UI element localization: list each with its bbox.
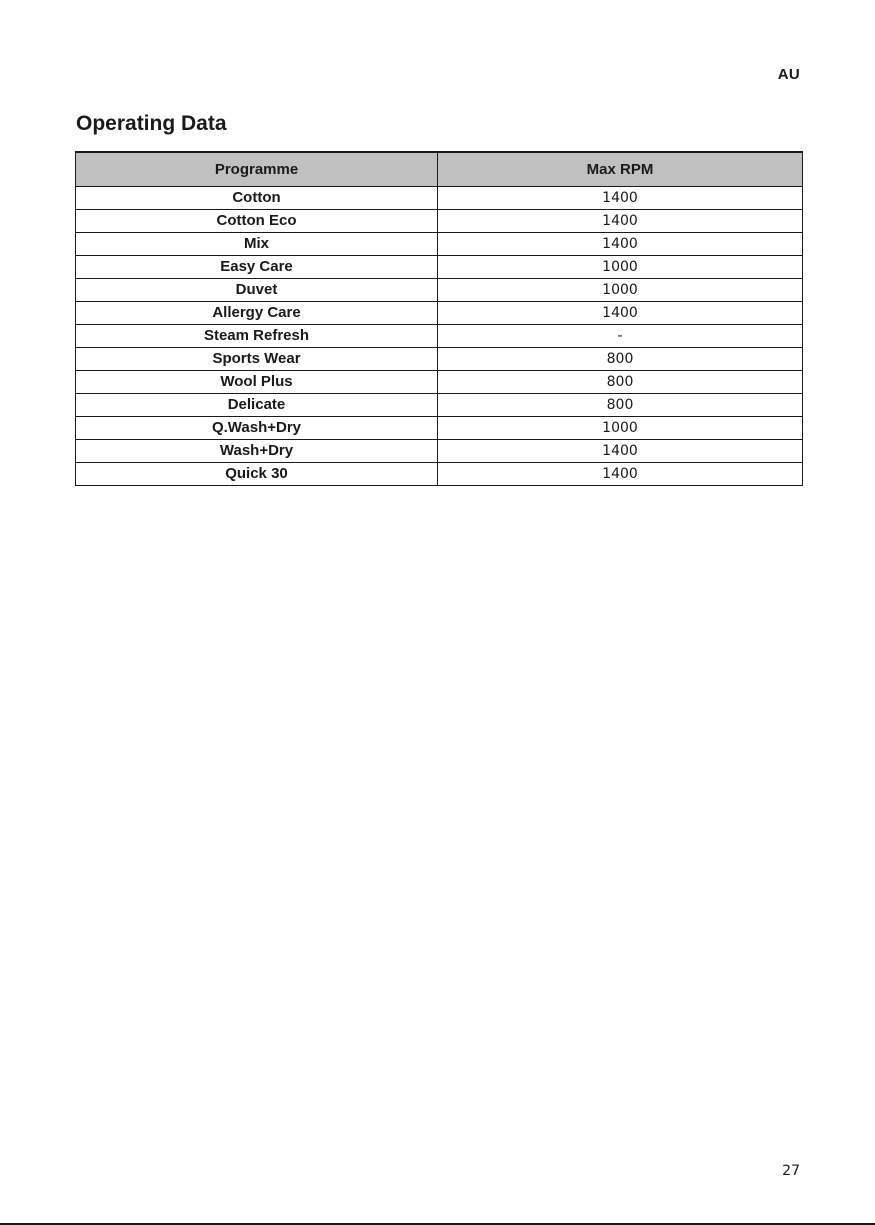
table-header-row bbox=[76, 152, 803, 187]
programme-cell: Wash+Dry bbox=[76, 440, 438, 463]
column-header-programme: Programme bbox=[76, 152, 438, 187]
programme-cell: Quick 30 bbox=[76, 463, 438, 486]
table-row bbox=[76, 440, 803, 463]
table-row bbox=[76, 325, 803, 348]
table-row bbox=[76, 302, 803, 325]
table-row bbox=[76, 417, 803, 440]
programme-cell: Easy Care bbox=[76, 256, 438, 279]
max-rpm-cell: 1400 bbox=[438, 302, 803, 325]
max-rpm-cell: 1000 bbox=[438, 256, 803, 279]
programme-cell: Cotton bbox=[76, 187, 438, 210]
programme-cell: Mix bbox=[76, 233, 438, 256]
max-rpm-cell: 800 bbox=[438, 371, 803, 394]
page-number: 27 bbox=[782, 1163, 800, 1179]
max-rpm-cell: 1400 bbox=[438, 187, 803, 210]
max-rpm-cell: 1400 bbox=[438, 233, 803, 256]
max-rpm-cell: 1400 bbox=[438, 463, 803, 486]
operating-data-table bbox=[75, 151, 803, 486]
page-title: Operating Data bbox=[76, 112, 227, 135]
max-rpm-cell: 1000 bbox=[438, 279, 803, 302]
programme-cell: Delicate bbox=[76, 394, 438, 417]
table-row bbox=[76, 187, 803, 210]
programme-cell: Duvet bbox=[76, 279, 438, 302]
programme-cell: Sports Wear bbox=[76, 348, 438, 371]
table-row bbox=[76, 371, 803, 394]
table-row bbox=[76, 348, 803, 371]
table-row bbox=[76, 256, 803, 279]
table-row bbox=[76, 463, 803, 486]
region-code: AU bbox=[777, 66, 800, 83]
max-rpm-cell: - bbox=[438, 325, 803, 348]
max-rpm-cell: 1000 bbox=[438, 417, 803, 440]
programme-cell: Q.Wash+Dry bbox=[76, 417, 438, 440]
table-row bbox=[76, 233, 803, 256]
column-header-max-rpm: Max RPM bbox=[438, 152, 803, 187]
programme-cell: Wool Plus bbox=[76, 371, 438, 394]
table-row bbox=[76, 279, 803, 302]
max-rpm-cell: 1400 bbox=[438, 440, 803, 463]
max-rpm-cell: 800 bbox=[438, 394, 803, 417]
table-row bbox=[76, 210, 803, 233]
max-rpm-cell: 1400 bbox=[438, 210, 803, 233]
max-rpm-cell: 800 bbox=[438, 348, 803, 371]
programme-cell: Cotton Eco bbox=[76, 210, 438, 233]
table-row bbox=[76, 394, 803, 417]
programme-cell: Steam Refresh bbox=[76, 325, 438, 348]
programme-cell: Allergy Care bbox=[76, 302, 438, 325]
